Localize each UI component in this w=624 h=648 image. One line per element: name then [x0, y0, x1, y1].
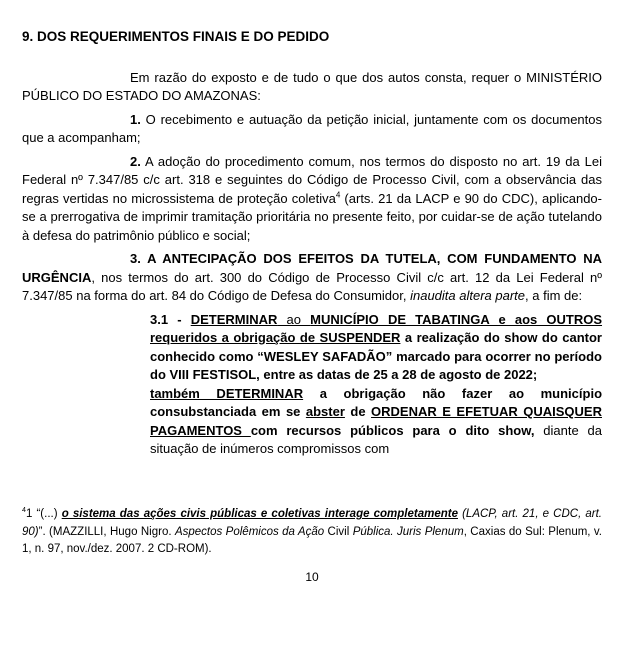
text-run: abster — [305, 404, 345, 419]
text-run: , Caxias do Sul: Plenum, v. 1, n. 97, nov./dez. 2007. 2 CD-ROM). — [22, 525, 602, 555]
text-run: 4 — [335, 190, 341, 200]
text-run: ORDENAR E EFETUAR QUAISQUER PAGAMENTOS — [150, 404, 602, 438]
text-run: Em razão do exposto e de tudo o que dos autos consta, requer o MINISTÉRIO PÚBLICO DO ESTADO DO AMAZONAS: — [22, 69, 602, 103]
text-run: o sistema das ações civis públicas e coletivas interage completamente — [61, 508, 458, 520]
text-run: 1. — [130, 111, 141, 127]
paragraph-item-3-1-continuation — [150, 385, 602, 459]
text-run: 3. A ANTECIPAÇÃO DOS EFEITOS DA TUTELA, COM FUNDAMENTO NA URGÊNCIA — [22, 251, 602, 285]
text-run: com recursos públicos para o dito show, — [250, 422, 535, 438]
text-run: A adoção do procedimento comum, nos termos do disposto no art. 19 da Lei Federal nº 7.347/85 c/c art. 318 e seguintes do Código de Processo Civil, com a observância das regras vertidas no microssistema de proteção coletiva — [22, 153, 602, 206]
text-run: 3.1 - — [150, 311, 191, 327]
text-run: Pública. Juris Plenum — [352, 525, 464, 538]
text-run: DETERMINAR — [190, 311, 278, 327]
text-run: , nos termos do art. 300 do Código de Processo Civil c/c art. 12 da Lei Federal nº 7.347/85 na forma do art. 84 do Código de Defesa do Consumidor, — [22, 269, 602, 303]
text-run: ao — [277, 311, 311, 327]
paragraph-intro — [22, 69, 602, 106]
indented-block — [150, 311, 602, 459]
text-run: a realização do show do cantor conhecido como “WESLEY SAFADÃO” marcado para ocorrer no período do VIII FESTISOL, entre as datas de 25 a 28 de agosto de 2022; — [150, 330, 602, 382]
text-run: ”. (MAZZILLI, Hugo Nigro. — [38, 525, 175, 538]
text-run: MUNICÍPIO DE TABATINGA e aos OUTROS requeridos a obrigação de SUSPENDER — [150, 311, 603, 345]
text-run: a obrigação não fazer ao município consubstanciada em se — [150, 385, 603, 419]
text-run: (LACP, art. 21, e CDC, art. 90) — [22, 508, 602, 538]
text-run: diante da situação de inúmeros compromissos com — [150, 422, 602, 456]
text-run: O recebimento e autuação da petição inicial, juntamente com os documentos que a acompanham; — [22, 111, 602, 145]
paragraph-item-3-1 — [150, 311, 602, 385]
text-run: Civil — [324, 525, 353, 538]
page-number: 10 — [305, 570, 319, 584]
footnote — [22, 506, 602, 559]
text-run: 4 — [22, 506, 26, 515]
text-run: , a fim de: — [525, 288, 583, 303]
text-run: de — [344, 404, 372, 419]
text-run: 1 “(...) — [25, 508, 62, 520]
text-run: inaudita altera parte — [410, 288, 526, 303]
text-run: Aspectos Polêmicos da Ação — [174, 525, 325, 538]
section-heading: 9. DOS REQUERIMENTOS FINAIS E DO PEDIDO — [22, 29, 330, 44]
text-run: 2. — [130, 153, 141, 169]
paragraph-item-3 — [22, 250, 602, 306]
text-run: (arts. 21 da LACP e 90 do CDC), aplicando-se a prerrogativa de imprimir tramitação prioritária no presente feito, por cuidar-se de ação tutelando à defesa do patrimônio público e social; — [22, 190, 602, 243]
paragraph-item-2 — [22, 153, 602, 246]
paragraph-item-1 — [22, 111, 602, 148]
text-run: também DETERMINAR — [150, 385, 304, 401]
